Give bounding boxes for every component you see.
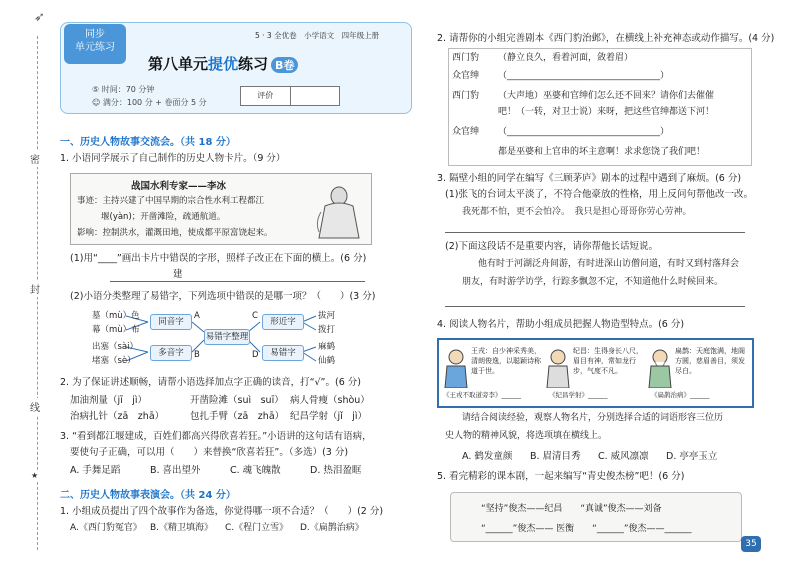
r-q4-option-c[interactable]: C. 威风凛凛	[598, 451, 649, 462]
q1-2-text: (2)小语分类整理了易错字，下列选项中错误的是哪一项？（ ）(3 分)	[70, 291, 376, 302]
q2-item-2[interactable]: 开凿险滩（suì suī）	[190, 395, 284, 406]
right-word-2: 拨打	[318, 325, 336, 335]
script-role-2: 众官绅	[452, 71, 480, 81]
letter-a: A	[194, 311, 200, 321]
title-prefix: 第八单元	[148, 55, 209, 73]
right-word-3: 麻鹤	[318, 342, 336, 352]
letter-d: D	[252, 350, 259, 360]
q1-1-text: (1)用“____”画出卡片中错误的字形，照样子改正在下面的横上。(6 分)	[70, 253, 367, 264]
grade-label: 评价	[241, 87, 291, 105]
q1-1-answer-line[interactable]	[110, 281, 365, 282]
seal-char-3: 线	[30, 398, 40, 415]
r-q5-text: 5. 看完精彩的课本剧，一起来编写“青史俊杰榜”吧！(6 分)	[437, 471, 685, 482]
script-line-4: 吧！（一转，对卫士说）来呀，把这些官绅都送下河！	[498, 107, 715, 117]
script-role-1: 西门豹	[452, 53, 480, 63]
grade-box	[240, 86, 340, 106]
q1-text: 1. 小语同学展示了自己制作的历史人物卡片。（9 分）	[60, 153, 286, 164]
script-line-6: 都是巫婆和上官串的坏主意啊！求求您饶了我们吧！	[498, 147, 706, 157]
unit-badge	[64, 24, 126, 64]
section-1-title: 一、历史人物故事交流会。（共 18 分）	[60, 137, 236, 148]
figure-card	[70, 173, 372, 245]
q3-option-a[interactable]: A. 手舞足蹈	[70, 465, 121, 476]
q4-option-a[interactable]: A.《西门豹冤官》	[70, 523, 142, 533]
title-highlight: 提优	[208, 55, 239, 73]
card-wang-rong-text: 王戎：自少神采秀美，清朗俊逸，以聪颖诗称道于世。	[471, 347, 541, 375]
script-box	[448, 48, 752, 166]
word-4: 堵塞（sè）	[92, 356, 136, 366]
box-center: 易错字整理	[204, 329, 250, 345]
score-info: ☺ 满分：100 分 + 卷面分 5 分	[92, 98, 207, 107]
q3-option-d[interactable]: D. 热泪盈眶	[310, 465, 362, 476]
card-bian-que-title[interactable]: 《扁鹊治病》______	[651, 391, 710, 399]
title-badge: B卷	[271, 57, 298, 73]
ji-chang-figure-image	[545, 348, 571, 388]
r-q3-1-quote: 我死都不怕，更不会怕冷。 我只是担心哥哥你劳心劳神。	[462, 207, 692, 217]
q2-item-6[interactable]: 纪昌学射（jǐ jì）	[290, 411, 368, 422]
q2-item-5[interactable]: 包扎手臂（zā zhā）	[190, 411, 285, 422]
script-role-3: 西门豹	[452, 91, 480, 101]
rocket-icon: ➶	[34, 10, 45, 25]
r-q3-2-para-2: 朋友，有时游学访学，行踪多飘忽不定，不知道他什么时候回来。	[462, 277, 724, 287]
q4-option-b[interactable]: B.《精卫填海》	[150, 523, 214, 533]
r-q3-1-text: (1)张飞的台词太平淡了，不符合他豪放的性格，用上反问句帮他改一改。	[445, 189, 753, 200]
q2-item-4[interactable]: 治病扎针（zā zhā）	[70, 411, 165, 422]
r-q3-2-answer-line[interactable]	[445, 306, 745, 307]
card-line-2: 堰(yàn)；开凿滩险，疏通航道。	[101, 212, 226, 222]
box-polyphone: 多音字	[150, 345, 192, 361]
q3-text-2: 要使句子正确，可以用（ ）来替换“欣喜若狂”。（多选）(3 分)	[70, 447, 349, 458]
box-error-word: 易错字	[262, 345, 304, 361]
page-title	[148, 53, 298, 74]
r-q3-2-para-1: 他有时于河湖泛舟间游，有时进深山访僧问道，有时又到村落拜会	[478, 259, 740, 269]
script-line-3: （大声地）巫婆和官绅们怎么还不回来？请你们去催催	[498, 91, 715, 101]
box-similar-form: 形近字	[262, 314, 304, 330]
r-q4-desc-2: 史人物的精神风貌，将选项填在横线上。	[445, 431, 608, 441]
scroll-row-1: “坚持”俊杰——纪昌 “真诚”俊杰——刘备	[481, 504, 662, 514]
word-1: 墓（mù）色	[92, 311, 140, 321]
wang-rong-figure-image	[443, 348, 469, 388]
card-ji-chang-text: 纪昌：生得身长八尺，眉目有神，常如龙行步，气度不凡。	[573, 347, 643, 375]
star-icon: ★	[31, 471, 39, 480]
card-ji-chang-title[interactable]: 《纪昌学射》______	[549, 391, 608, 399]
q3-text: 3. “看到都江堰建成，百姓们都高兴得欣喜若狂。”小语讲的这句话有语病，	[60, 431, 372, 442]
card-wang-rong-title[interactable]: 《王戎不取道旁李》______	[443, 391, 521, 399]
right-word-1: 拔河	[318, 311, 336, 321]
r-q2-text: 2. 请帮你的小组完善剧本《西门豹治邺》，在横线上补充神态或动作描写。(4 分)	[437, 33, 775, 44]
script-line-1: （静立良久，看着河面，敛着眉）	[498, 53, 634, 63]
q4-option-d[interactable]: D.《扁鹊治病》	[300, 523, 364, 533]
page-number: 35	[741, 536, 761, 552]
r-q3-2-text: (2)下面这段话不是重要内容，请你帮他长话短说。	[445, 241, 658, 252]
q1-1-answer: 建	[173, 269, 183, 280]
r-q4-option-a[interactable]: A. 鹤发童颜	[462, 451, 513, 462]
q3-option-c[interactable]: C. 魂飞魄散	[230, 465, 281, 476]
card-bian-que	[647, 344, 747, 400]
q2-item-3[interactable]: 病人骨瘦（shòu）	[290, 395, 370, 406]
book-meta: 5 · 3 全优卷 小学语文 四年级上册	[255, 31, 380, 40]
script-line-5[interactable]: （__________________________________）	[498, 127, 670, 137]
box-homophone: 同音字	[150, 314, 192, 330]
li-bing-figure-image	[311, 182, 367, 240]
q2-text: 2. 为了保证讲述顺畅，请帮小语选择加点字正确的读音，打“√”。(6 分)	[60, 377, 361, 388]
script-role-5: 众官绅	[452, 127, 480, 137]
letter-c: C	[252, 311, 258, 321]
r-q3-1-answer-line[interactable]	[445, 232, 745, 233]
script-line-2[interactable]: （__________________________________）	[498, 71, 670, 81]
card-title: 战国水利专家——李冰	[131, 181, 227, 192]
letter-b: B	[194, 350, 200, 360]
section-2-title: 二、历史人物故事表演会。（共 24 分）	[60, 490, 236, 501]
grade-field[interactable]	[291, 87, 340, 105]
q2-item-1[interactable]: 加油剂量（jī jì）	[70, 395, 148, 406]
card-line-3: 影响：控制洪水，灌溉田地，使成都平原富饶起来。	[77, 228, 273, 238]
title-suffix: 练习	[238, 55, 269, 73]
r-q3-text: 3. 隔壁小组的同学在编写《三顾茅庐》剧本的过程中遇到了麻烦。(6 分)	[437, 173, 742, 184]
right-word-4: 仙鹤	[318, 356, 336, 366]
r-q4-option-b[interactable]: B. 眉清目秀	[530, 451, 581, 462]
badge-text: 同步 单元练习	[75, 29, 115, 53]
q4-text: 1. 小组成员提出了四个故事作为备选，你觉得哪一项不合适？（ ）(2 分)	[60, 506, 384, 517]
honor-scroll	[450, 492, 742, 542]
r-q4-text: 4. 阅读人物名片，帮助小组成员把握人物造型特点。(6 分)	[437, 319, 685, 330]
card-bian-que-text: 扁鹊：天庭饱满，地阁方圆，慈眉善目，须发尽白。	[675, 347, 745, 375]
r-q4-option-d[interactable]: D. 亭亭玉立	[666, 451, 718, 462]
q3-option-b[interactable]: B. 喜出望外	[150, 465, 201, 476]
scroll-row-2[interactable]: “______”俊杰—— 医衡 “______”俊杰——______	[481, 524, 692, 534]
r-q4-desc-1: 请结合阅读经验，观察人物名片，分别选择合适的词语形容三位历	[462, 413, 724, 423]
seal-char-2: 封	[30, 280, 40, 297]
word-3: 出塞（sài）	[92, 342, 138, 352]
person-cards	[437, 338, 754, 408]
q4-option-c[interactable]: C.《程门立雪》	[225, 523, 289, 533]
word-2: 幕（mù）布	[92, 325, 140, 335]
binding-spine	[0, 0, 48, 566]
bian-que-figure-image	[647, 348, 673, 388]
card-line-1: 事迹：主持兴建了中国早期的宗合性水利工程都江	[77, 196, 265, 206]
time-info: ⑤ 时间：70 分钟	[92, 85, 155, 94]
card-ji-chang	[545, 344, 643, 400]
seal-char-1: 密	[30, 150, 40, 167]
card-wang-rong	[443, 344, 541, 400]
